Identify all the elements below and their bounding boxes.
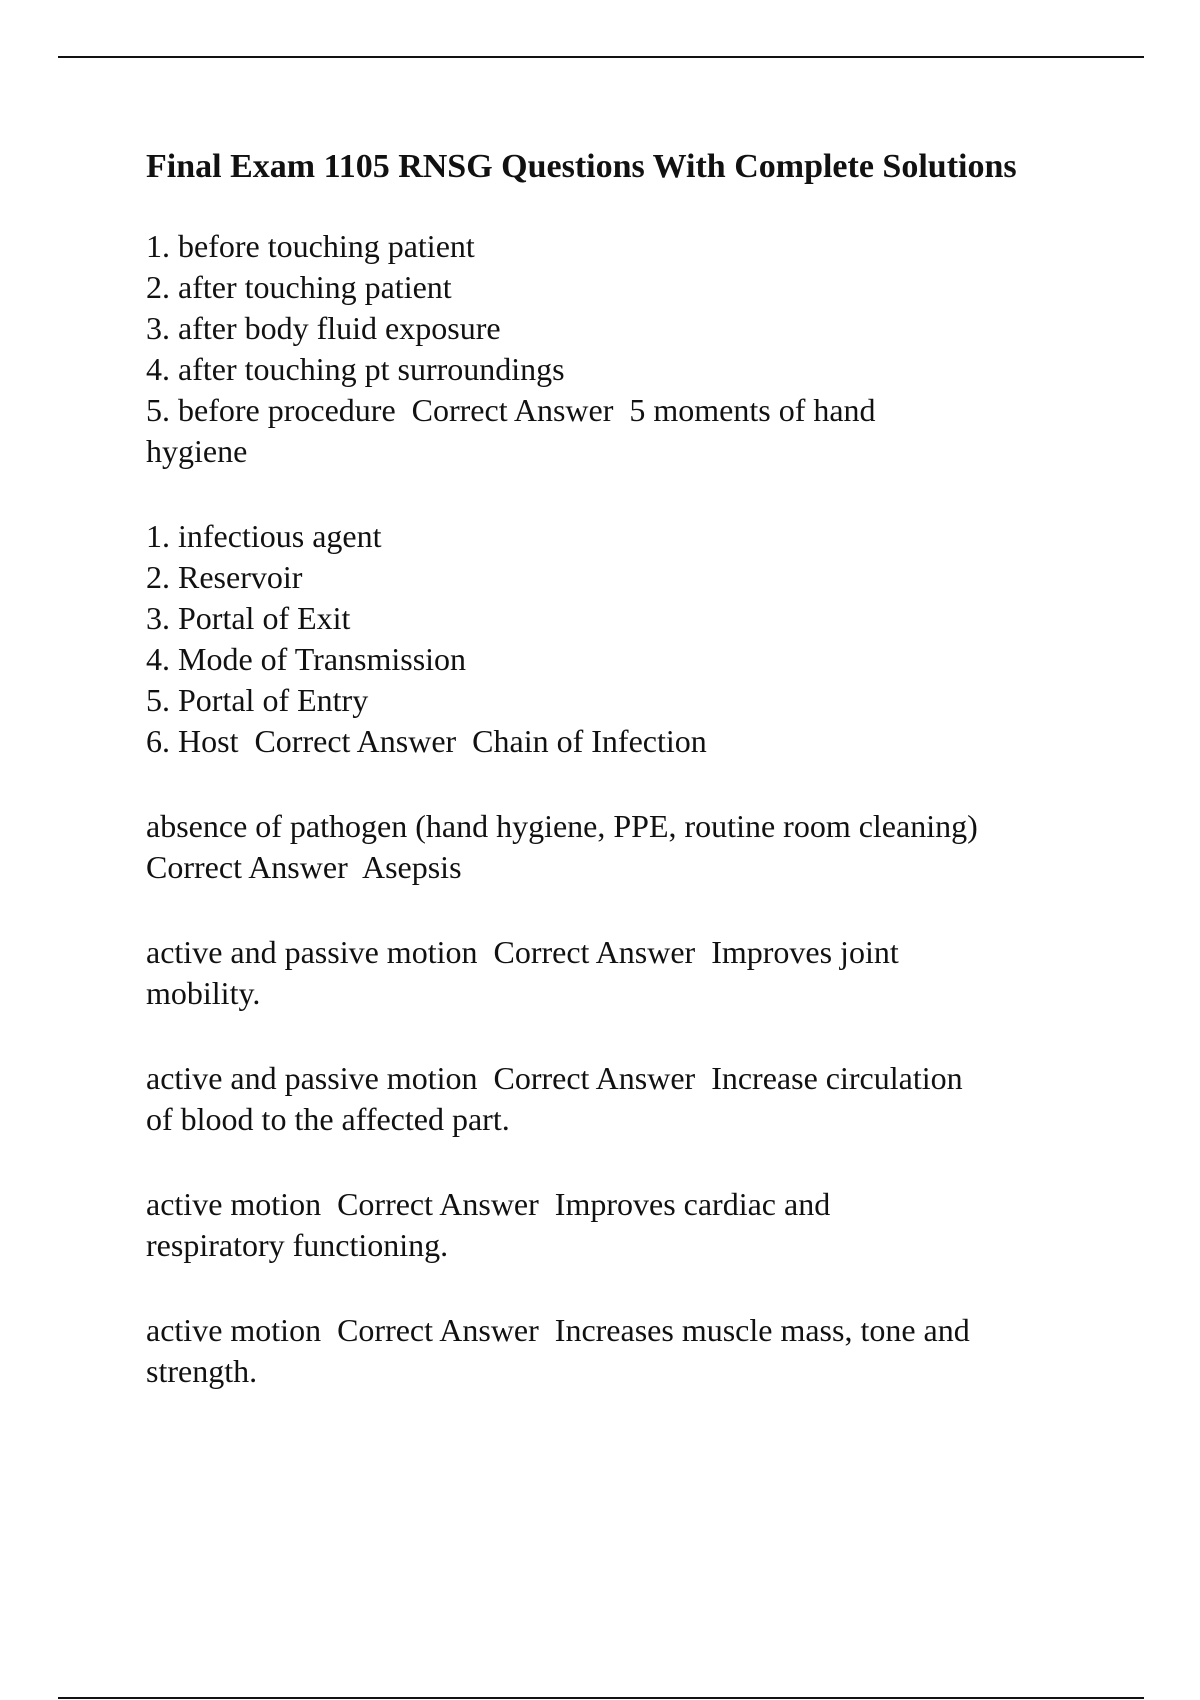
qa-block-chain-of-infection — [146, 516, 1146, 762]
text-line: 3. Portal of Exit — [146, 600, 351, 636]
text-line: active motion Correct Answer Increases muscle mass, tone and — [146, 1312, 970, 1348]
document-body — [146, 146, 1146, 1436]
text-line: 2. Reservoir — [146, 559, 303, 595]
text-line: Correct Answer Asepsis — [146, 849, 462, 885]
text-line: 4. after touching pt surroundings — [146, 351, 565, 387]
text-line: 1. infectious agent — [146, 518, 382, 554]
qa-block-hand-hygiene — [146, 226, 1146, 472]
qa-block-joint-mobility — [146, 932, 1146, 1014]
text-line: 2. after touching patient — [146, 269, 452, 305]
qa-block-circulation — [146, 1058, 1146, 1140]
text-line: of blood to the affected part. — [146, 1101, 510, 1137]
text-line: active and passive motion Correct Answer Improves joint — [146, 934, 899, 970]
footer-rule — [58, 1697, 1144, 1699]
text-line: respiratory functioning. — [146, 1227, 449, 1263]
text-line: mobility. — [146, 975, 261, 1011]
qa-block-muscle-mass — [146, 1310, 1146, 1392]
document-title: Final Exam 1105 RNSG Questions With Complete Solutions — [146, 148, 1017, 185]
text-line: 3. after body fluid exposure — [146, 310, 501, 346]
qa-block-cardiac-respiratory — [146, 1184, 1146, 1266]
text-line: hygiene — [146, 433, 248, 469]
text-line: active motion Correct Answer Improves cardiac and — [146, 1186, 831, 1222]
text-line: 1. before touching patient — [146, 228, 475, 264]
text-line: strength. — [146, 1353, 258, 1389]
text-line: 6. Host Correct Answer Chain of Infection — [146, 723, 707, 759]
qa-block-asepsis — [146, 806, 1146, 888]
text-line: absence of pathogen (hand hygiene, PPE, routine room cleaning) — [146, 808, 978, 844]
text-line: 5. before procedure Correct Answer 5 moments of hand — [146, 392, 876, 428]
text-line: active and passive motion Correct Answer Increase circulation — [146, 1060, 963, 1096]
text-line: 5. Portal of Entry — [146, 682, 369, 718]
header-rule — [58, 56, 1144, 58]
text-line: 4. Mode of Transmission — [146, 641, 467, 677]
